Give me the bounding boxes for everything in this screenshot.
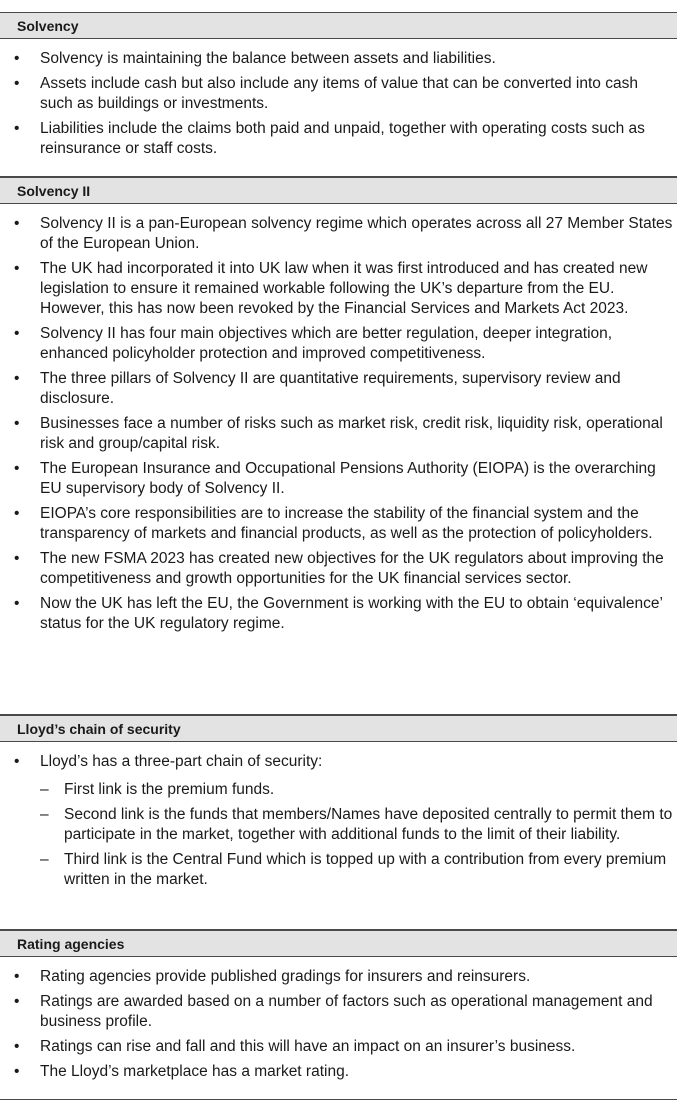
- section-lloyds-chain-of-security: [0, 715, 677, 930]
- list-item: • The UK had incorporated it into UK law when it was first introduced and has created new legislation to ensure it remained workable following the UK’s departure from the EU. However, this has now been revoked by the Financial Services and Markets Act 2023.: [0, 259, 677, 319]
- list-item: • Solvency is maintaining the balance between assets and liabilities.: [0, 49, 677, 69]
- section-solvency-ii: [0, 177, 677, 715]
- list-item: • EIOPA’s core responsibilities are to increase the stability of the financial system and the transparency of markets and financial products, as well as the protection of policyholders.: [0, 504, 677, 544]
- section-body: [0, 204, 677, 645]
- list-item: • The European Insurance and Occupational Pensions Authority (EIOPA) is the overarching EU supervisory body of Solvency II.: [0, 459, 677, 499]
- list-item: • Ratings are awarded based on a number of factors such as operational management and business profile.: [0, 992, 677, 1032]
- section-header-rating-agencies: Rating agencies: [0, 930, 677, 957]
- sub-list-item: – Third link is the Central Fund which is topped up with a contribution from every premium written in the market.: [40, 850, 673, 890]
- list-item: • Rating agencies provide published gradings for insurers and reinsurers.: [0, 967, 677, 987]
- bullet-list: [0, 967, 677, 1082]
- list-item-intro: Lloyd’s has a three-part chain of security:: [40, 753, 323, 770]
- list-item: • The Lloyd’s marketplace has a market rating.: [0, 1062, 677, 1082]
- sub-list-item: – Second link is the funds that members/Names have deposited centrally to permit them to participate in the market, together with additional funds to the limit of their liability.: [40, 805, 673, 845]
- list-item: • Assets include cash but also include any items of value that can be converted into cash such as buildings or investments.: [0, 74, 677, 114]
- bullet-list: [0, 214, 677, 634]
- list-item: • Businesses face a number of risks such as market risk, credit risk, liquidity risk, operational risk and group/capital risk.: [0, 414, 677, 454]
- list-item: • Liabilities include the claims both paid and unpaid, together with operating costs such as reinsurance or staff costs.: [0, 119, 677, 159]
- list-item: • Now the UK has left the EU, the Government is working with the EU to obtain ‘equivalence’ status for the UK regulatory regime.: [0, 594, 677, 634]
- section-header-solvency: Solvency: [0, 12, 677, 39]
- section-body: [0, 957, 677, 1093]
- section-header-solvency-ii: Solvency II: [0, 177, 677, 204]
- section-solvency: [0, 12, 677, 177]
- section-header-lloyds-chain: Lloyd’s chain of security: [0, 715, 677, 742]
- section-body: [0, 742, 677, 901]
- list-item: • The three pillars of Solvency II are quantitative requirements, supervisory review and disclosure.: [0, 369, 677, 409]
- list-item: • Ratings can rise and fall and this will have an impact on an insurer’s business.: [0, 1037, 677, 1057]
- sub-list-item: – First link is the premium funds.: [40, 780, 673, 800]
- list-item: • The new FSMA 2023 has created new objectives for the UK regulators about improving the competitiveness and growth opportunities for the UK financial services sector.: [0, 549, 677, 589]
- dash-list: [40, 780, 673, 890]
- section-body: [0, 39, 677, 170]
- bullet-list: [0, 49, 677, 159]
- list-item: [0, 752, 677, 890]
- list-item: • Solvency II is a pan-European solvency regime which operates across all 27 Member States of the European Union.: [0, 214, 677, 254]
- list-item: • Solvency II has four main objectives which are better regulation, deeper integration, enhanced policyholder protection and improved competitiveness.: [0, 324, 677, 364]
- bullet-list: [0, 752, 677, 890]
- section-rating-agencies: [0, 930, 677, 1100]
